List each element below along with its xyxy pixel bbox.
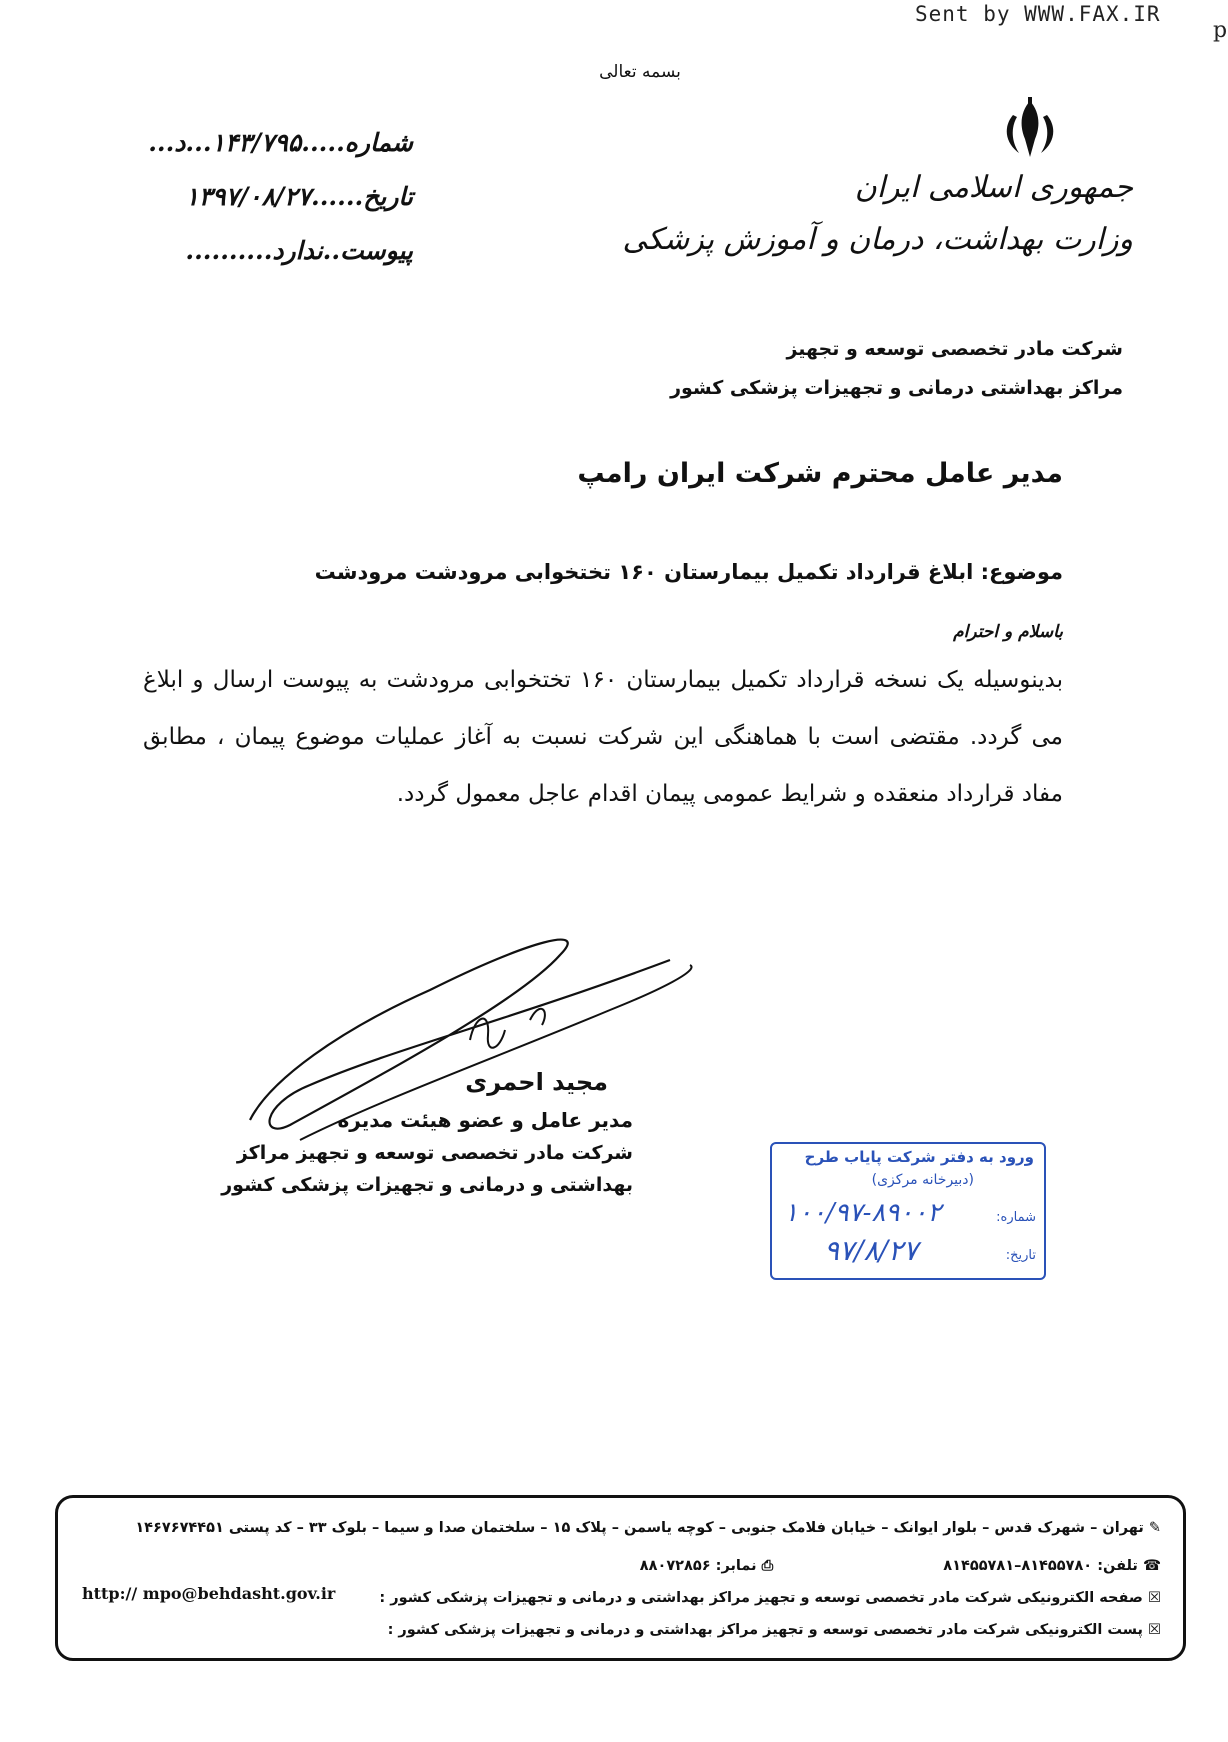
reference-date-label: تاریخ	[363, 182, 413, 211]
reference-attachment-value: ندارد	[272, 236, 323, 265]
signatory-org-line-2: بهداشتی و درمانی و تجهیزات پزشکی کشور	[221, 1174, 633, 1196]
phone-label: تلفن:	[1097, 1558, 1138, 1574]
company-line-2: مراکز بهداشتی درمانی و تجهیزات پزشکی کشور	[670, 377, 1123, 399]
stamp-date-value: ۹۷/۸/۲۷	[824, 1234, 919, 1267]
receipt-stamp	[770, 1142, 1046, 1280]
footer-email-label	[388, 1622, 1161, 1638]
fax-icon: ⎙	[756, 1558, 774, 1574]
reference-number-label: شماره	[344, 128, 413, 157]
footer-email-label-text: پست الکترونیکی شرکت مادر تخصصی توسعه و تجهیز مراکز بهداشتی و درمانی و تجهیزات پزشکی کشور :	[387, 1622, 1143, 1638]
signatory-name: مجید احمری	[465, 1068, 608, 1096]
bismillah: بسمه تعالی	[599, 62, 681, 82]
footer-website-link[interactable]: http:// mpo@behdasht.gov.ir	[82, 1584, 336, 1603]
phone-icon: ☎	[1137, 1558, 1161, 1574]
stamp-number-label: شماره:	[996, 1210, 1036, 1225]
company-line-1: شرکت مادر تخصصی توسعه و تجهیز	[786, 338, 1123, 360]
reference-date: تاریخ......۱۳۹۷/۰۸/۲۷	[185, 182, 413, 211]
stamp-date-label: تاریخ:	[1005, 1248, 1036, 1263]
iran-emblem-icon	[995, 95, 1065, 165]
reference-number-value: ...۱۴۳/۷۹۵...د...	[148, 128, 328, 157]
stamp-number-value: ۱۰۰/۹۷-۸۹۰۰۲	[784, 1198, 942, 1228]
footer-contact	[640, 1558, 1161, 1574]
reference-attachment-label: پیوست	[340, 236, 413, 265]
footer-address	[135, 1520, 1161, 1536]
letter-body: بدینوسیله یک نسخه قرارداد تکمیل بیمارستان ۱۶۰ تختخوابی مرودشت به پیوست ارسال و ابلاغ می گردد. مقتضی است با هماهنگی این شرکت نسبت به آغاز عملیات موضوع پیمان ، مطابق مفاد قرارداد منعقده و شرایط عمومی پیمان اقدام عاجل معمول گردد.	[143, 667, 1064, 807]
signatory-title: مدیر عامل و عضو هیئت مدیره	[337, 1108, 633, 1132]
footer-website-label	[379, 1590, 1161, 1606]
corner-mark: p	[1213, 18, 1228, 43]
footer-address-text: تهران – شهرک قدس – بلوار ایوانک – خیابان فلامک جنوبی – کوچه یاسمن – پلاک ۱۵ – سلختمان صدا و سیما – بلوک ۳۳ – کد پستی ۱۴۶۷۶۷۴۴۵۱	[135, 1520, 1144, 1536]
stamp-subtitle: (دبیرخانه مرکزی)	[871, 1172, 974, 1188]
reference-date-value: ۱۳۹۷/۰۸/۲۷	[185, 182, 312, 211]
greeting: باسلام و احترام	[953, 622, 1063, 642]
fax-label: نمابر:	[715, 1558, 757, 1574]
fax-header: Sent by WWW.FAX.IR	[915, 2, 1161, 26]
republic-title: جمهوری اسلامی ایران	[854, 170, 1133, 205]
phone-value: ۸۱۴۵۵۷۸۰–۸۱۴۵۵۷۸۱	[943, 1558, 1093, 1574]
addressee: مدیر عامل محترم شرکت ایران رامپ	[577, 458, 1063, 489]
reference-attachment: پیوست..ندارد..........	[185, 236, 413, 265]
mail-icon: ☒	[1142, 1622, 1161, 1638]
letter-footer	[55, 1495, 1186, 1661]
reference-number: شماره.....۱۴۳/۷۹۵...د...	[148, 128, 413, 157]
location-icon: ✎	[1143, 1520, 1161, 1536]
footer-website-label-text: صفحه الکترونیکی شرکت مادر تخصصی توسعه و تجهیز مراکز بهداشتی و درمانی و تجهیزات پزشکی کشور :	[379, 1590, 1143, 1606]
stamp-title: ورود به دفتر شرکت پایاب طرح	[804, 1148, 1034, 1166]
web-icon: ☒	[1142, 1590, 1161, 1606]
subject-line: موضوع: ابلاغ قرارداد تکمیل بیمارستان ۱۶۰ تختخوابی مرودشت مرودشت	[314, 560, 1063, 584]
signatory-org-line-1: شرکت مادر تخصصی توسعه و تجهیز مراکز	[236, 1142, 633, 1164]
fax-value: ۸۸۰۷۲۸۵۶	[639, 1558, 711, 1574]
ministry-title: وزارت بهداشت، درمان و آموزش پزشکی	[622, 222, 1133, 257]
